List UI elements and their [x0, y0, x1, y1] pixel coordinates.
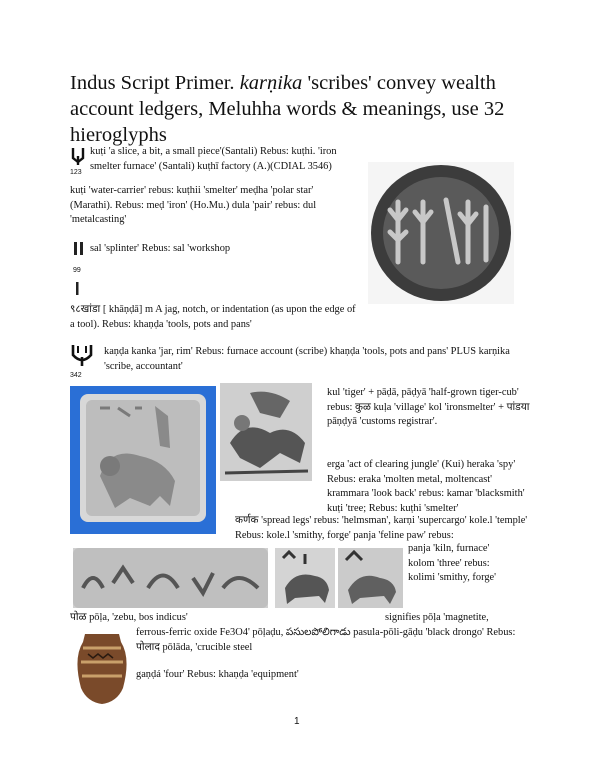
seal-photo-bar [73, 548, 268, 608]
page-number: 1 [294, 716, 300, 727]
para-erga: erga 'act of clearing jungle' (Kui) heraka 'spy' Rebus: eraka 'molten metal, moltencast' krammara 'look back' rebus: kamar 'blacksmith' kuṭi 'tree; Rebus: kuṭhi 'smelter' [327, 459, 525, 514]
para-sal: sal 'splinter' Rebus: sal 'workshop [90, 243, 231, 254]
seal-photo-animals [220, 383, 312, 481]
sign-342-number: 342 [70, 372, 82, 379]
para-karnak: कर्णक 'spread legs' rebus: 'helmsman', karṇi 'supercargo' kole.l 'temple' Rebus: kole.l 'smithy, forge' panja 'feline paw' rebus: [235, 515, 528, 541]
para-pola-right: signifies pōḷa 'magnetite, [385, 612, 489, 623]
seal-photo-tiger [70, 386, 216, 534]
para-kul: kul 'tiger' + pāḍā, pāḍyā 'half-grown tiger-cub' rebus: कुळ kuḷa 'village' kol 'ironsmelter' + पांडया pāṇḍyā 'customs registrar'. [327, 387, 530, 427]
para-water-carrier: kuṭi 'water-carrier' rebus: kuṭhii 'smelter' meḍha 'polar star' (Marathi). Rebus: meḍ 'iron' (Ho.Mu.) dula 'pair' rebus: dul 'metalcasting' [70, 185, 317, 225]
two-strokes-sign-icon [72, 241, 86, 262]
jar-sign-icon [70, 343, 94, 379]
para-panja: panja 'kiln, furnace' kolom 'three' rebus: kolimi 'smithy, forge' [408, 543, 497, 583]
title-rest: 'scribes' convey wealth account ledgers, Meluhha words & meanings, use 32 hieroglyphs [70, 72, 505, 146]
vase-photo [73, 628, 131, 706]
para-pola-left: पोळ pōḷa, 'zebu, bos indicus' [70, 612, 188, 623]
sign-99-number: 99 [73, 267, 81, 274]
single-stroke-sign-icon [75, 282, 81, 301]
seal-photo-trees [368, 162, 514, 304]
title-italic: karṇika [239, 72, 303, 94]
para-khanda: ९८खांडा [ khāṇḍā] m A jag, notch, or indentation (as upon the edge of a tool). Rebus: khaṇḍa 'tools, pots and pans' [70, 304, 356, 330]
title-plain: Indus Script Primer. [70, 72, 240, 94]
para-kuti: kuṭi 'a slice, a bit, a small piece'(Santali) Rebus: kuṭhi. 'iron smelter furnace' (Santali) kuṭhī factory (A.)(CDIAL 3546) [90, 146, 337, 172]
seal-photo-zebu [275, 548, 335, 608]
sign-123-icon [70, 146, 86, 176]
para-kanda: kaṇḍa kanka 'jar, rim' Rebus: furnace account (scribe) khaṇḍa 'tools, pots and pans' PLUS karṇika 'scribe, accountant' [104, 346, 510, 372]
para-ganda: gaṇḍá 'four' Rebus: khaṇḍa 'equipment' [136, 669, 299, 680]
sign-123-number: 123 [70, 169, 82, 176]
seal-photo-zebu-2 [338, 548, 403, 608]
para-ferrous: ferrous-ferric oxide Fe3O4' pōḷaḍu, పసులపోలిగాడు pasula-pōli-gāḍu 'black drongo' Rebus: पोलाद pōlāda, 'crucible steel [136, 627, 516, 653]
page-title [70, 70, 540, 148]
